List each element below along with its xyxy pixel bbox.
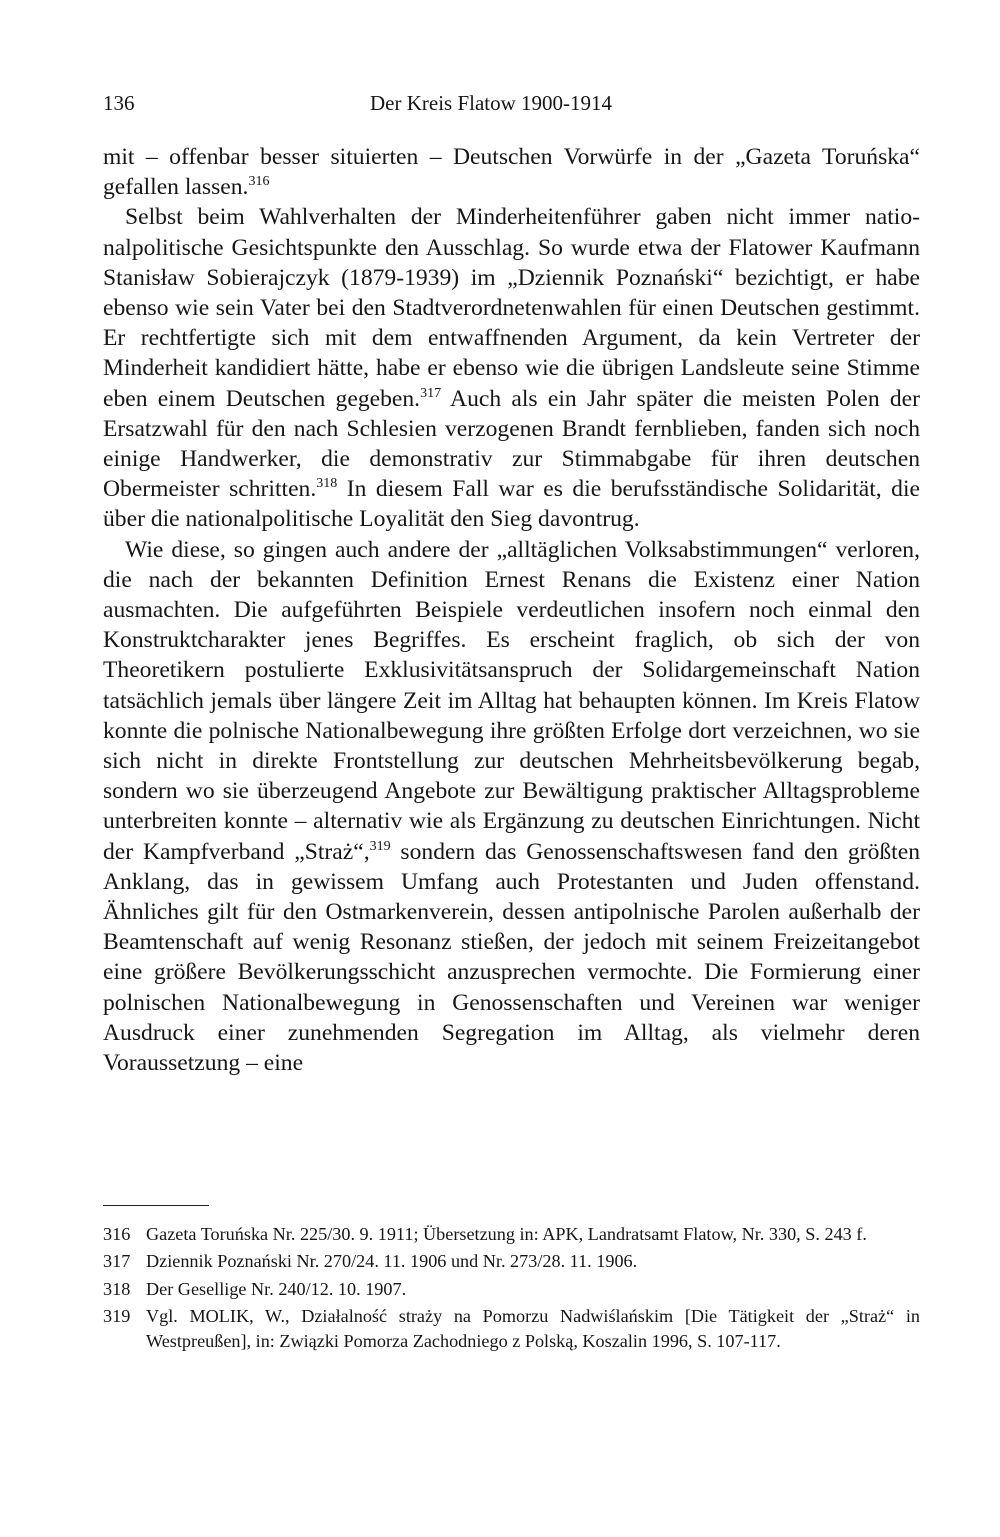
- page-number: 136: [103, 91, 135, 115]
- footnote-separator: [103, 1205, 209, 1206]
- text-run: Auch als ein Jahr später die meisten Polen der Ersatzwahl für den nach Schlesien verzogenen Brandt fernblieben, fanden sich noch einige Handwerker, die demonstrativ zur Stimmabgabe für ihren deutschen Obermeister schritten.: [103, 385, 921, 503]
- footnote-number: 317: [103, 1251, 131, 1272]
- footnote-number: 316: [103, 1224, 131, 1244]
- running-title: Der Kreis Flatow 1900-1914: [370, 91, 613, 115]
- footnote-text: Dziennik Poznański Nr. 270/24. 11. 1906 und Nr. 273/28. 11. 1906.: [146, 1251, 638, 1272]
- footnote: [103, 1222, 920, 1246]
- footnote: [103, 1304, 920, 1353]
- body-text: [103, 142, 920, 1078]
- footnote-reference: 317: [420, 385, 442, 401]
- text-run: mit – offenbar besser situierten – Deutschen Vorwürfe in der „Gazeta Toruńska“ gefallen lassen.: [103, 144, 920, 201]
- footnote-text: Gazeta Toruńska Nr. 225/30. 9. 1911; Übersetzung in: APK, Landratsamt Flatow, Nr. 330, S. 243 f.: [146, 1224, 867, 1244]
- paragraph: [103, 202, 920, 534]
- text-run: In diesem Fall war es die berufsständische Solidarität, die über die nationalpolitische Loyalität den Sieg davontrug.: [103, 476, 920, 533]
- footnote: [103, 1277, 920, 1301]
- footnote-number: 318: [103, 1278, 131, 1299]
- text-run: Selbst beim Wahlverhalten der Minderheitenführer gaben nicht immer nationalpolitische Gesichtspunkte den Ausschlag. So wurde etwa der Flatower Kaufmann Stanisław Sobierajczyk (1879-1939) im „Dziennik Poznański“ bezichtigt, er habe ebenso wie sein Vater bei den Stadtverordnetenwahlen für einen Deutschen gestimmt. Er rechtfertigte sich mit dem entwaffnenden Argument, da kein Vertreter der Minderheit kandidiert hätte, habe er ebenso wie die übrigen Landsleute seine Stimme eben einem Deutschen gegeben.: [103, 204, 920, 412]
- footnote: [103, 1249, 920, 1273]
- footnote-reference: 316: [248, 174, 270, 190]
- text-run: sondern das Genossenschaftswesen fand den größten Anklang, das in gewissem Umfang auch Protestanten und Juden offenstand. Ähnliches gilt für den Ostmarkenverein, dessen antipolnische Parolen außerhalb der Beamtenschaft auf wenig Resonanz stießen, der jedoch mit seinem Freizeitangebot eine größere Bevölkerungsschicht anzusprechen vermochte. Die Formierung einer polnischen Nationalbewegung in Genossenschaften und Vereinen war weniger Ausdruck einer zunehmenden Segregation im Alltag, als vielmehr deren Voraussetzung – eine: [103, 838, 920, 1077]
- footnote-text: Vgl. MOLIK, W., Działalność straży na Pomorzu Nadwiślańskim [Die Tätigkeit der „Straż“ in Westpreußen], in: Związki Pomorza Zachodniego z Polską, Koszalin 1996, S. 107-117.: [146, 1306, 920, 1351]
- footnotes: [103, 1222, 920, 1356]
- text-run: Wie diese, so gingen auch andere der „alltäglichen Volksabstimmungen“ verloren, die nach der bekannten Definition Ernest Renans die Existenz einer Nation ausmachten. Die aufgeführten Beispiele verdeutlichen insofern noch einmal den Konstruktcharakter jenes Begriffes. Es erscheint fraglich, ob sich der von Theoretikern postulierte Exklusivitätsanspruch der Solidargemeinschaft Nation tatsächlich jemals über längere Zeit im Alltag hat behaupten können. Im Kreis Flatow konnte die polnische Nationalbewegung ihre größten Erfolge dort verzeichnen, wo sie sich nicht in direkte Frontstellung zur deutschen Mehrheitsbevölkerung begab, sondern wo sie überzeugend Angebote zur Bewältigung praktischer Alltagsprobleme unterbreiten konnte – alternativ wie als Ergänzung zu deutschen Einrichtungen. Nicht der Kampfverband „Straż“,: [103, 536, 920, 865]
- footnote-reference: 319: [369, 838, 391, 854]
- paragraph: [103, 142, 920, 202]
- paragraph: [103, 535, 920, 1079]
- footnote-text: Der Gesellige Nr. 240/12. 10. 1907.: [146, 1278, 407, 1299]
- footnote-number: 319: [103, 1306, 131, 1327]
- footnote-reference: 318: [316, 476, 338, 492]
- page-header: [103, 86, 923, 120]
